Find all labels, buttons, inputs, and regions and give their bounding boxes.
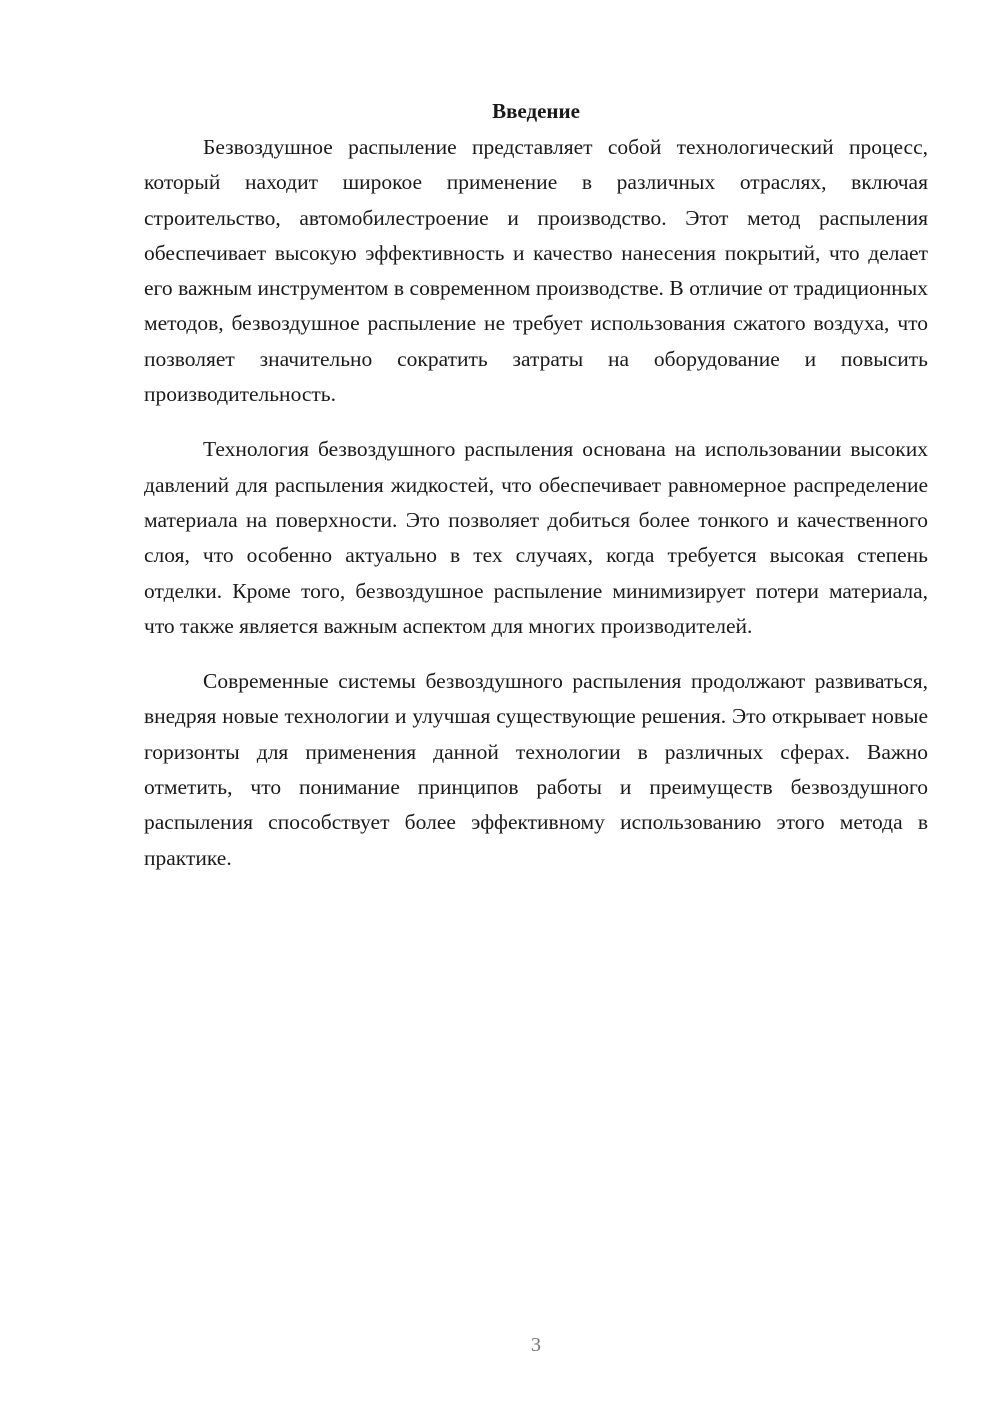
section-heading: Введение	[492, 99, 580, 123]
document-page	[144, 96, 928, 876]
paragraph-3: Современные системы безвоздушного распыления продолжают развиваться, внедряя новые технологии и улучшая существующие решения. Это открывает новые горизонты для применения данной технологии в различных сферах. Важно отметить, что понимание принципов работы и преимуществ безвоздушного распыления способствует более эффективному использованию этого метода в практике.	[144, 669, 928, 870]
page-number: 3	[531, 1334, 541, 1356]
paragraph-1: Безвоздушное распыление представляет собой технологический процесс, который находит широкое применение в различных отраслях, включая строительство, автомобилестроение и производство. Этот метод распыления обеспечивает высокую эффективность и качество нанесения покрытий, что делает его важным инструментом в современном производстве. В отличие от традиционных методов, безвоздушное распыление не требует использования сжатого воздуха, что позволяет значительно сократить затраты на оборудование и повысить производительность.	[144, 135, 928, 407]
heading-container	[144, 96, 928, 126]
paragraph-2: Технология безвоздушного распыления основана на использовании высоких давлений для распыления жидкостей, что обеспечивает равномерное распределение материала на поверхности. Это позволяет добиться более тонкого и качественного слоя, что особенно актуально в тех случаях, когда требуется высокая степень отделки. Кроме того, безвоздушное распыление минимизирует потери материала, что также является важным аспектом для многих производителей.	[144, 437, 928, 638]
